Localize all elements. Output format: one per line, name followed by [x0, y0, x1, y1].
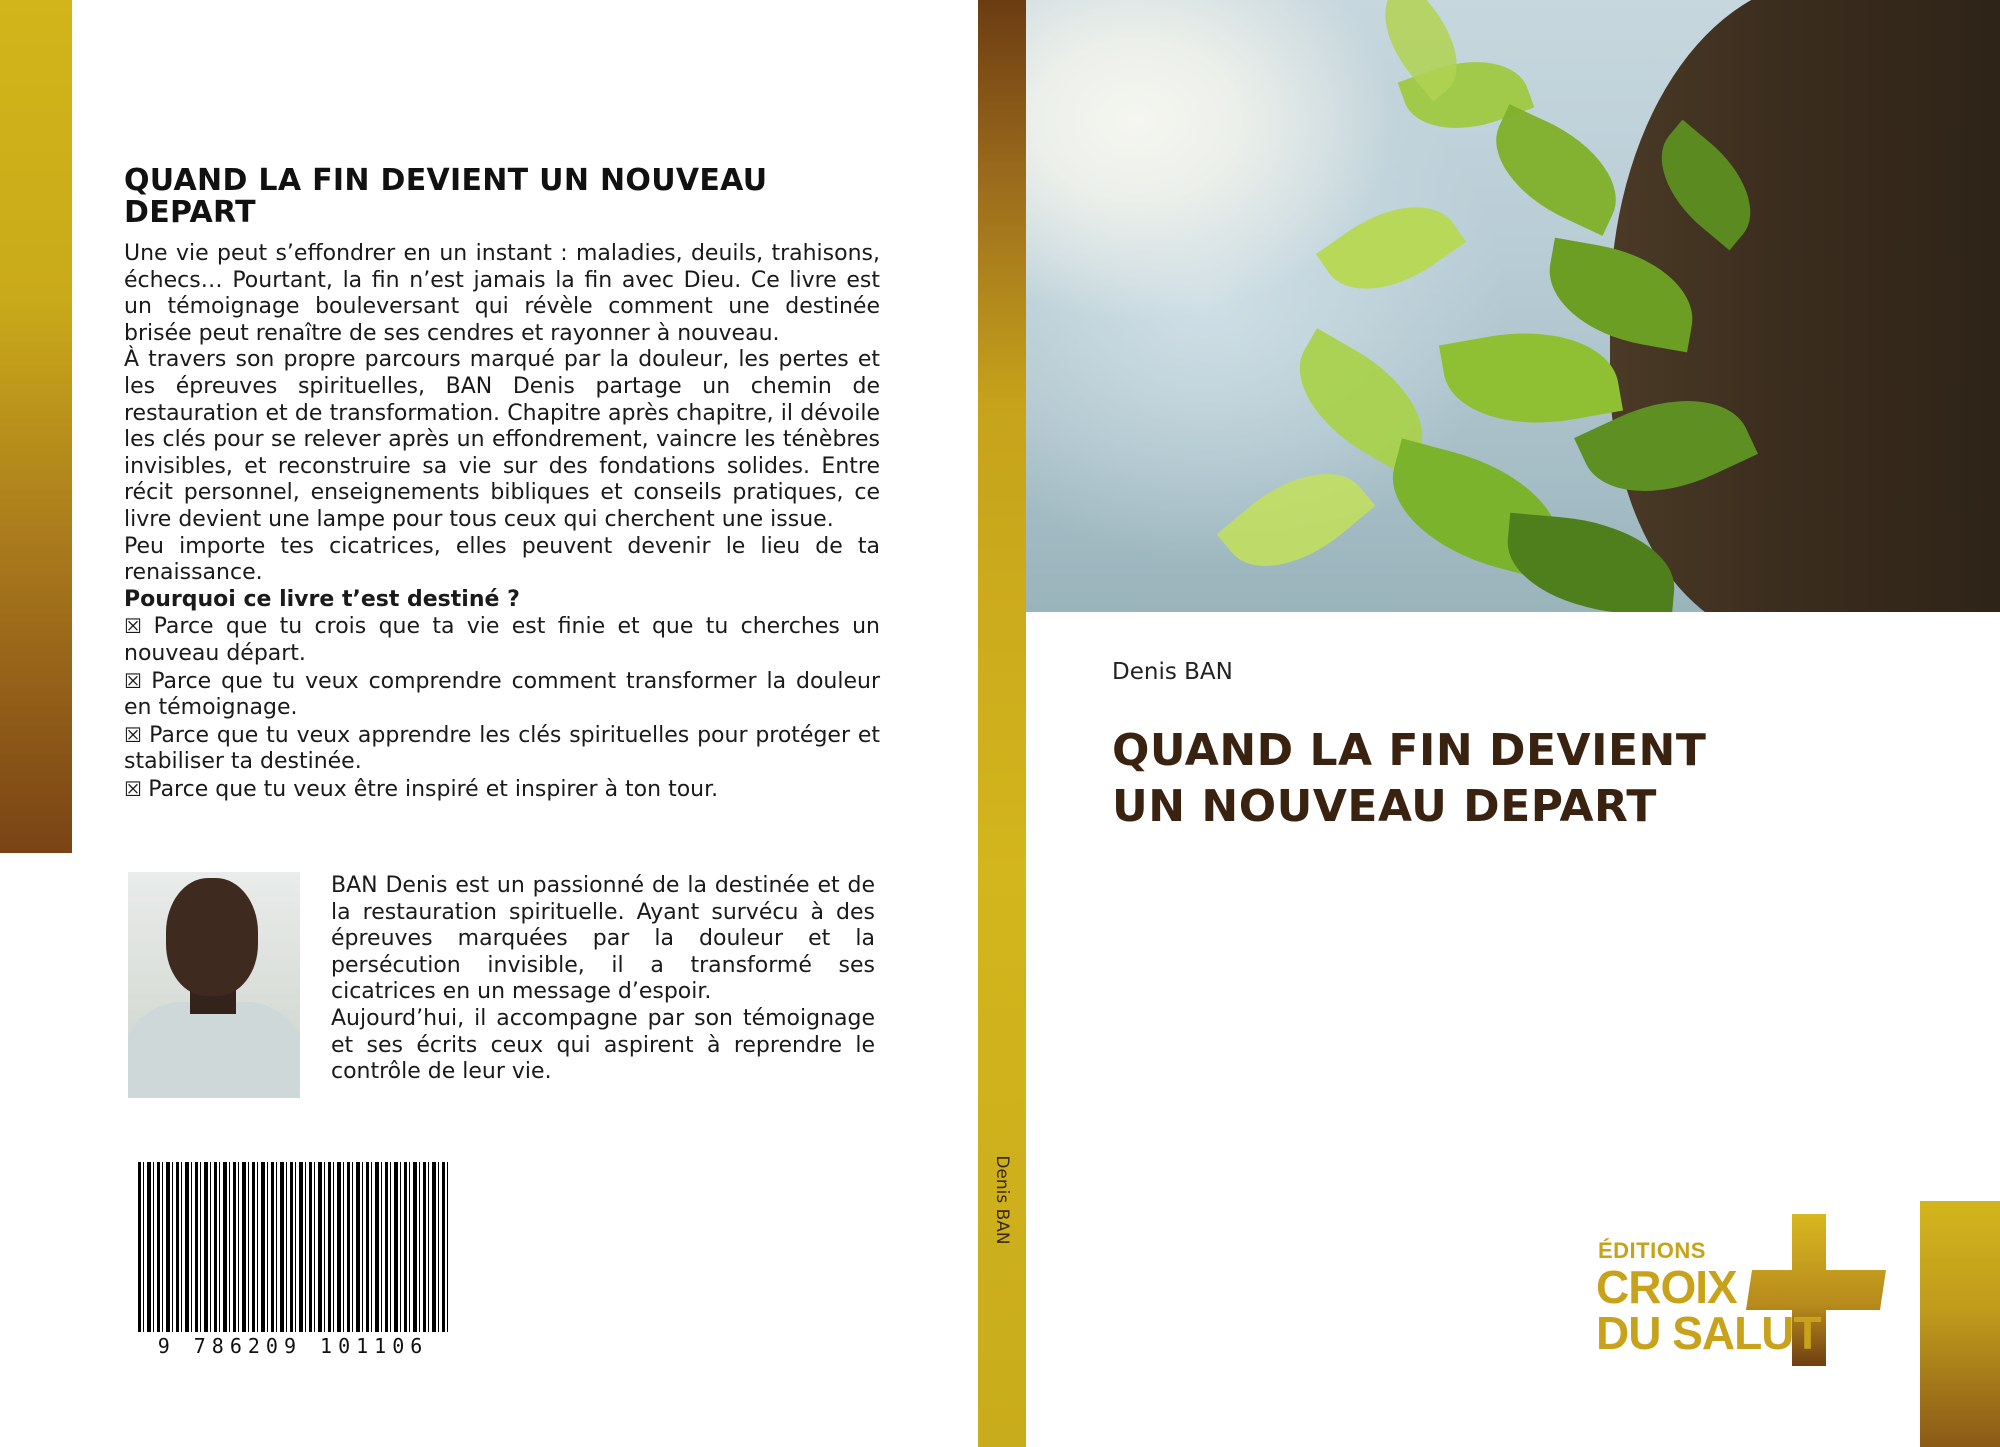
blurb-bullet: ☒ Parce que tu crois que ta vie est finie et que tu cherches un nouveau départ.: [124, 613, 880, 667]
publisher-salut-label: DU SALUT: [1596, 1307, 1821, 1359]
author-bio-paragraph: BAN Denis est un passionné de la destinée et de la restauration spirituelle. Ayant survécu à des épreuves marquées par la douleur et la persécution invisible, il a transformé ses cicatrices en un message d’espoir.: [331, 873, 875, 1005]
barcode-digits: 9 786209 101106: [134, 1334, 452, 1358]
blurb-subheading: Pourquoi ce livre t’est destiné ?: [124, 586, 520, 612]
front-cover-photo: [1026, 0, 2000, 612]
front-cover-accent-strip: [1920, 1201, 2000, 1447]
blurb-paragraph: Une vie peut s’effondrer en un instant : maladies, deuils, trahisons, échecs… Pourtant, la fin n’est jamais la fin avec Dieu. Ce livre est un témoignage bouleversant qui révèle comment une destinée brisée peut renaître de ses cendres et rayonner à nouveau.: [124, 241, 880, 346]
publisher-croix-label: CROIX: [1596, 1261, 1737, 1313]
isbn-barcode: [134, 1158, 452, 1358]
author-bio: [331, 873, 875, 1086]
blurb-bullet: ☒ Parce que tu veux apprendre les clés spirituelles pour protéger et stabiliser ta destinée.: [124, 722, 880, 776]
blurb-bullet: ☒ Parce que tu veux comprendre comment transformer la douleur en témoignage.: [124, 668, 880, 722]
front-cover-author: Denis BAN: [1112, 659, 1233, 685]
blurb-bullet: ☒ Parce que tu veux être inspiré et inspirer à ton tour.: [124, 776, 880, 804]
front-cover-title: QUAND LA FIN DEVIENT UN NOUVEAU DEPART: [1112, 725, 1707, 832]
author-bio-paragraph: Aujourd’hui, il accompagne par son témoignage et ses écrits ceux qui aspirent à reprendre le contrôle de leur vie.: [331, 1005, 875, 1085]
back-cover-accent-strip: [0, 0, 72, 853]
publisher-editions-label: ÉDITIONS: [1598, 1238, 1706, 1263]
spine-author-text: Denis BAN: [992, 1155, 1012, 1245]
barcode-bars: [138, 1162, 448, 1332]
back-cover-title: QUAND LA FIN DEVIENT UN NOUVEAU DEPART: [124, 163, 768, 230]
publisher-logo: [1596, 1212, 1888, 1368]
blurb-paragraph: Peu importe tes cicatrices, elles peuvent devenir le lieu de ta renaissance.: [124, 533, 880, 586]
back-cover-blurb: [124, 241, 880, 803]
blurb-paragraph: À travers son propre parcours marqué par la douleur, les pertes et les épreuves spirituelles, BAN Denis partage un chemin de restauration et de transformation. Chapitre après chapitre, il dévoile les clés pour se relever après un effondrement, vaincre les ténèbres invisibles, et reconstruire sa vie sur des fondations solides. Entre récit personnel, enseignements bibliques et conseils pratiques, ce livre devient une lampe pour tous ceux qui cherchent une issue.: [124, 347, 880, 532]
author-photo: [128, 872, 300, 1098]
